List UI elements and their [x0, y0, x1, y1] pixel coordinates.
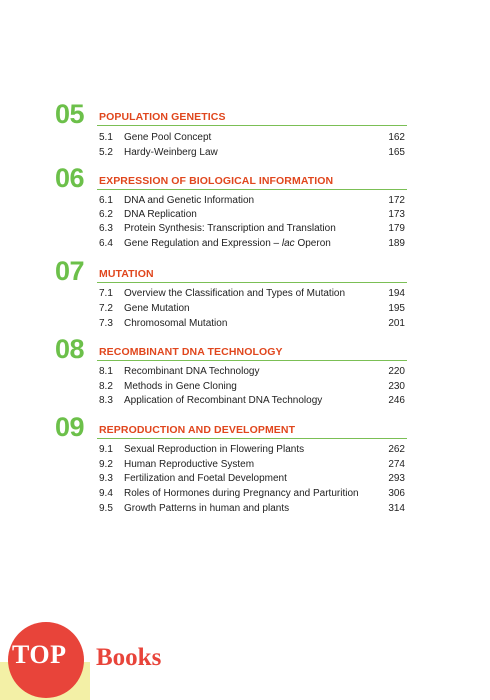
toc-entry	[99, 131, 405, 145]
chapter-number: 06	[55, 163, 85, 193]
section-title: Gene Regulation and Expression – lac Operon	[124, 238, 331, 249]
toc-entry	[99, 194, 405, 208]
toc-entry	[99, 317, 405, 331]
section-title: Recombinant DNA Technology	[124, 366, 260, 377]
section-number: 9.1	[99, 444, 113, 455]
page-number: 179	[388, 223, 405, 234]
chapter-title: POPULATION GENETICS	[99, 111, 226, 123]
section-number: 5.2	[99, 147, 113, 158]
chapter-number: 09	[55, 412, 85, 442]
page-number: 201	[388, 318, 405, 329]
section-number: 6.4	[99, 238, 113, 249]
chapter-divider	[97, 360, 407, 361]
section-title: Protein Synthesis: Transcription and Translation	[124, 223, 336, 234]
section-title: Hardy-Weinberg Law	[124, 147, 218, 158]
toc-entry	[99, 237, 405, 251]
section-title: Overview the Classification and Types of Mutation	[124, 288, 346, 299]
page-number: 189	[388, 238, 405, 249]
page-number: 162	[388, 132, 405, 143]
section-number: 5.1	[99, 132, 113, 143]
page-number: 220	[388, 366, 405, 377]
toc-entry	[99, 208, 405, 222]
section-title: Sexual Reproduction in Flowering Plants	[124, 444, 305, 455]
page-number: 173	[388, 209, 405, 220]
section-number: 7.3	[99, 318, 113, 329]
chapter-number: 08	[55, 334, 85, 364]
section-title: Roles of Hormones during Pregnancy and Parturition	[124, 488, 359, 499]
section-title: Gene Mutation	[124, 303, 190, 314]
toc-entry	[99, 302, 405, 316]
page-number: 293	[388, 473, 405, 484]
chapter-title: RECOMBINANT DNA TECHNOLOGY	[99, 346, 283, 358]
section-title: Gene Pool Concept	[124, 132, 212, 143]
section-number: 8.3	[99, 395, 113, 406]
chapter-number: 07	[55, 256, 85, 286]
page-number: 306	[388, 488, 405, 499]
section-title: Growth Patterns in human and plants	[124, 503, 290, 514]
chapter-divider	[97, 189, 407, 190]
section-number: 7.1	[99, 288, 113, 299]
chapter-divider	[97, 438, 407, 439]
section-number: 8.1	[99, 366, 113, 377]
chapter-title: EXPRESSION OF BIOLOGICAL INFORMATION	[99, 175, 334, 187]
section-number: 8.2	[99, 381, 113, 392]
section-number: 7.2	[99, 303, 113, 314]
page-number: 165	[388, 147, 405, 158]
section-title: Methods in Gene Cloning	[124, 381, 237, 392]
chapter-title: REPRODUCTION AND DEVELOPMENT	[99, 424, 296, 436]
toc-entry	[99, 365, 405, 379]
toc-entry	[99, 380, 405, 394]
toc-entry	[99, 472, 405, 486]
toc-entry	[99, 458, 405, 472]
section-title: DNA Replication	[124, 209, 197, 220]
page-number: 195	[388, 303, 405, 314]
page-number: 230	[388, 381, 405, 392]
toc-entry	[99, 146, 405, 160]
watermark-books-text: Books	[96, 644, 162, 671]
section-number: 9.3	[99, 473, 113, 484]
toc-entry	[99, 487, 405, 501]
toc-entry	[99, 394, 405, 408]
page-number: 314	[388, 503, 405, 514]
page-number: 194	[388, 288, 405, 299]
section-title: Chromosomal Mutation	[124, 318, 228, 329]
section-number: 6.3	[99, 223, 113, 234]
watermark-top-text: TOP	[12, 640, 67, 669]
chapter-number: 05	[55, 99, 85, 129]
topbooks-watermark	[0, 610, 220, 700]
section-number: 6.1	[99, 195, 113, 206]
section-number: 9.5	[99, 503, 113, 514]
toc-entry	[99, 287, 405, 301]
toc-entry	[99, 502, 405, 516]
page-number: 262	[388, 444, 405, 455]
section-title: DNA and Genetic Information	[124, 195, 255, 206]
section-number: 9.2	[99, 459, 113, 470]
page-number: 172	[388, 195, 405, 206]
section-number: 9.4	[99, 488, 113, 499]
page-number: 274	[388, 459, 405, 470]
toc-entry	[99, 443, 405, 457]
chapter-divider	[97, 125, 407, 126]
section-title: Fertilization and Foetal Development	[124, 473, 287, 484]
page-number: 246	[388, 395, 405, 406]
section-title: Application of Recombinant DNA Technology	[124, 395, 323, 406]
section-title: Human Reproductive System	[124, 459, 255, 470]
chapter-divider	[97, 282, 407, 283]
toc-entry	[99, 222, 405, 236]
chapter-title: MUTATION	[99, 268, 154, 280]
section-number: 6.2	[99, 209, 113, 220]
